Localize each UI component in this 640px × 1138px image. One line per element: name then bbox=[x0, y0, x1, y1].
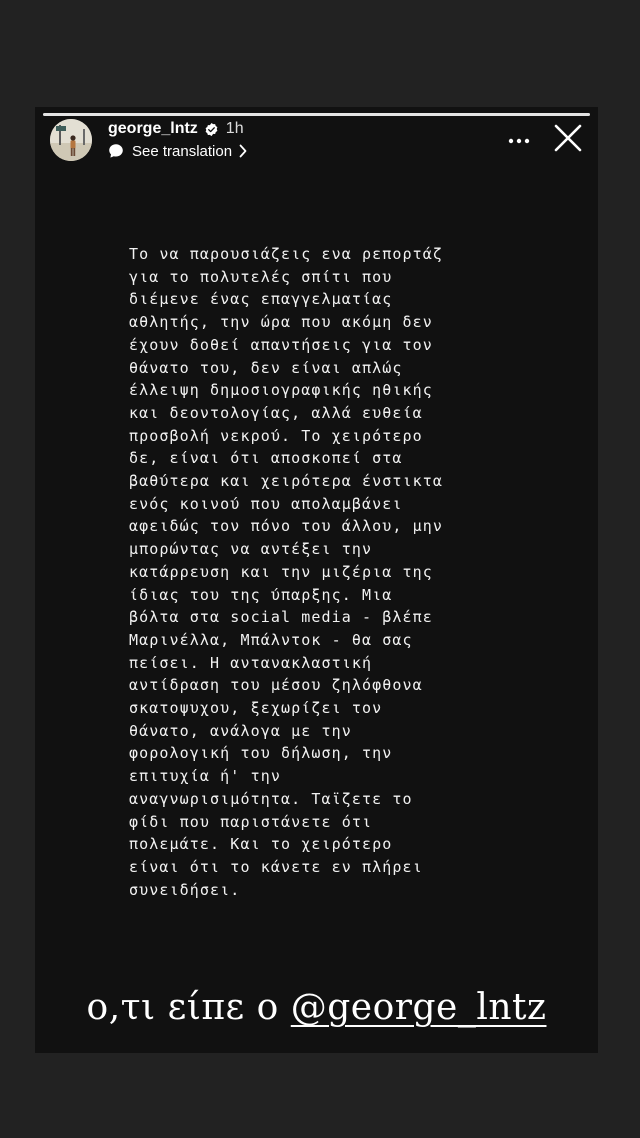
story-progress-bar bbox=[43, 113, 590, 116]
caption-prefix: ο,τι είπε ο bbox=[86, 987, 279, 1028]
story-card[interactable] bbox=[35, 107, 598, 1053]
story-header bbox=[50, 119, 583, 163]
more-options-icon[interactable] bbox=[503, 133, 535, 149]
post-time: 1h bbox=[225, 120, 244, 137]
avatar-photo-icon bbox=[50, 119, 92, 161]
see-translation-label: See translation bbox=[132, 142, 233, 160]
username[interactable]: george_lntz bbox=[108, 120, 198, 137]
story-caption bbox=[35, 987, 598, 1028]
see-translation-button[interactable] bbox=[108, 141, 248, 161]
speech-bubble-icon bbox=[108, 143, 124, 159]
chevron-right-icon bbox=[238, 144, 248, 158]
username-row bbox=[108, 119, 244, 139]
close-icon[interactable] bbox=[553, 123, 583, 153]
avatar[interactable] bbox=[50, 119, 92, 161]
story-progress-fill bbox=[43, 113, 590, 116]
mention-link[interactable]: @george_lntz bbox=[290, 987, 547, 1028]
story-body-text: Το να παρουσιάζεις ενα ρεπορτάζ για το πολυτελές σπίτι που διέμενε ένας επαγγελματίας αθλητής, την ώρα που ακόμη δεν έχουν δοθεί απαντήσεις για τον θάνατο του, δεν είναι απλώς έλλειψη δημοσιογραφικής ηθικής και δεοντολογίας, αλλά ευθεία προσβολή νεκρού. Το χειρότερο δε, είναι ότι αποσκοπεί στα βαθύτερα και χειρότερα ένστικτα ενός κοινού που απολαμβάνει αφειδώς τον πόνο του άλλου, μην μπορώντας να αντέξει την κατάρρευση και την μιζέρια της ίδιας του της ύπαρξης. Μια βόλτα στα social media - βλέπε Μαρινέλλα, Μπάλντοκ - θα σας πείσει. Η αντανακλαστική αντίδραση του μέσου ζηλόφθονα σκατοψυχου, ξεχωρίζει τον θάνατο, ανάλογα με την φορολογική του δήλωση, την επιτυχία ή' την αναγνωρισιμότητα. Ταϊζετε το φίδι που παριστάνετε ότι πολεμάτε. Και το χειρότερο είναι ότι το κάνετε εν πλήρει συνειδήσει. bbox=[129, 245, 444, 899]
verified-badge-icon bbox=[204, 122, 219, 137]
